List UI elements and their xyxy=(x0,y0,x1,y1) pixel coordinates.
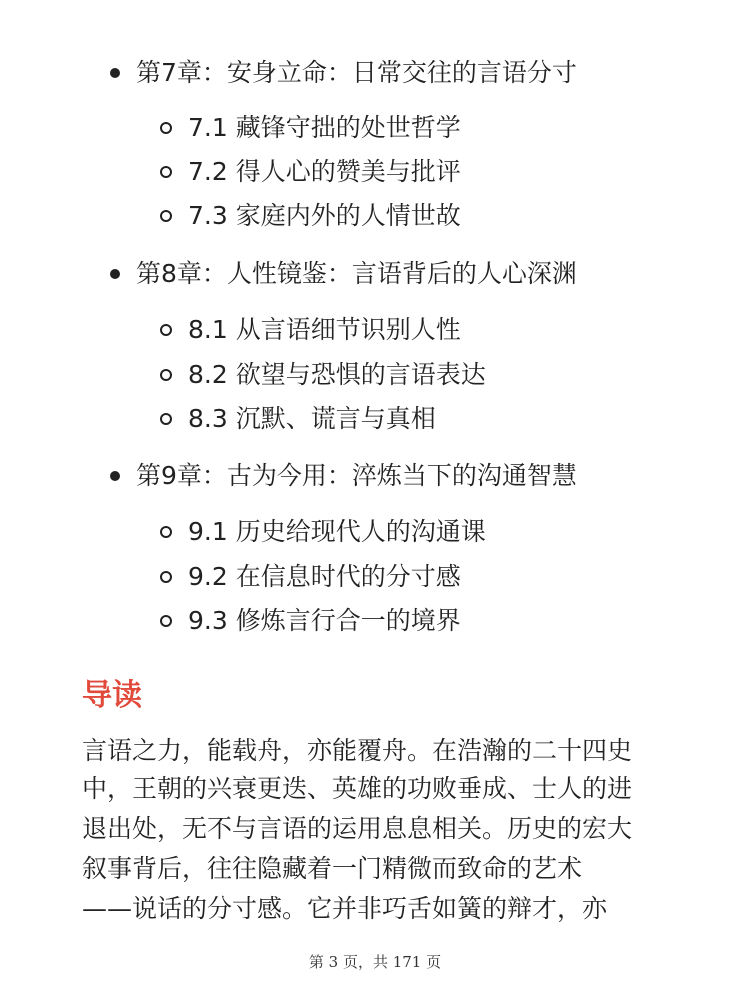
page-number: 第 3 页，共 171 页 xyxy=(308,953,442,971)
toc-section-item xyxy=(160,199,461,233)
toc-section-item xyxy=(160,402,436,436)
toc-section-item xyxy=(160,604,461,638)
section-title: 7.1 藏锋守拙的处世哲学 xyxy=(188,113,461,142)
bullet-circle-icon xyxy=(160,122,172,134)
toc-section-item xyxy=(160,358,486,392)
section-title: 9.3 修炼言行合一的境界 xyxy=(188,606,461,635)
toc-section-item xyxy=(160,313,461,347)
paragraph-line: ——说话的分寸感。它并非巧舌如簧的辩才，亦 xyxy=(82,894,608,923)
section-title: 9.2 在信息时代的分寸感 xyxy=(188,562,461,591)
section-title: 8.2 欲望与恐惧的言语表达 xyxy=(188,360,486,389)
toc-section-item xyxy=(160,560,461,594)
bullet-disc-icon xyxy=(110,471,120,481)
bullet-circle-icon xyxy=(160,526,172,538)
bullet-circle-icon xyxy=(160,571,172,583)
paragraph-line: 退出处，无不与言语的运用息息相关。历史的宏大 xyxy=(82,814,633,843)
section-title: 7.3 家庭内外的人情世故 xyxy=(188,201,461,230)
chapter-title: 第7章：安身立命：日常交往的言语分寸 xyxy=(136,58,577,87)
paragraph-line: 中，王朝的兴衰更迭、英雄的功败垂成、士人的进 xyxy=(82,774,633,803)
bullet-disc-icon xyxy=(110,269,120,279)
paragraph-line: 叙事背后，往往隐藏着一门精微而致命的艺术 xyxy=(82,854,583,883)
toc-chapter-item xyxy=(110,257,577,291)
section-title: 9.1 历史给现代人的沟通课 xyxy=(188,517,486,546)
section-title: 8.1 从言语细节识别人性 xyxy=(188,315,461,344)
toc-chapter-item xyxy=(110,56,577,90)
toc-section-item xyxy=(160,111,461,145)
paragraph-line: 言语之力，能载舟，亦能覆舟。在浩瀚的二十四史 xyxy=(82,736,633,765)
bullet-circle-icon xyxy=(160,413,172,425)
toc-chapter-item xyxy=(110,459,577,493)
toc-section-item xyxy=(160,515,486,549)
bullet-circle-icon xyxy=(160,615,172,627)
bullet-circle-icon xyxy=(160,166,172,178)
section-heading: 导读 xyxy=(82,678,142,713)
chapter-title: 第9章：古为今用：淬炼当下的沟通智慧 xyxy=(136,461,577,490)
bullet-disc-icon xyxy=(110,68,120,78)
chapter-title: 第8章：人性镜鉴：言语背后的人心深渊 xyxy=(136,259,577,288)
toc-section-item xyxy=(160,155,461,189)
section-title: 8.3 沉默、谎言与真相 xyxy=(188,404,436,433)
section-title: 7.2 得人心的赞美与批评 xyxy=(188,157,461,186)
bullet-circle-icon xyxy=(160,369,172,381)
bullet-circle-icon xyxy=(160,210,172,222)
bullet-circle-icon xyxy=(160,324,172,336)
